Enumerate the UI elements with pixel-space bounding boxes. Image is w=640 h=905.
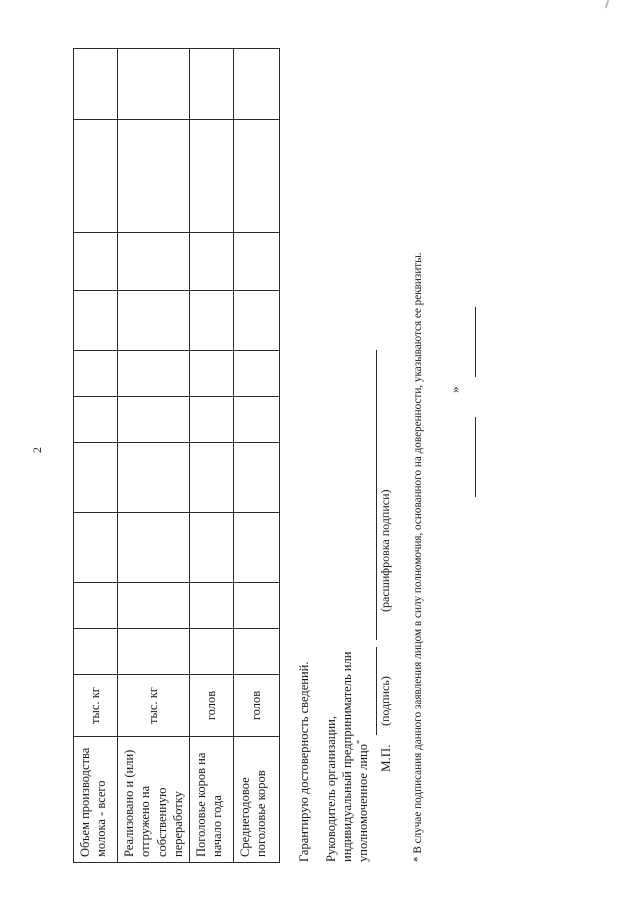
row-label: Реализовано и (или) отгружено на собственную переработку [118,737,190,863]
empty-cell[interactable] [234,583,280,629]
signer-line-3 [355,652,372,862]
row-label: Поголовье коров на начало года [190,737,234,863]
empty-cell[interactable] [234,397,280,443]
empty-cell[interactable] [118,351,190,397]
footnote: * В случае подписания данного заявления лицом в силу полномочия, основанного на доверенности, указываются ее реквизиты. [412,252,424,862]
stamp-label: М.П. [378,744,393,772]
empty-cell[interactable] [234,351,280,397]
empty-cell[interactable] [74,629,118,675]
empty-cell[interactable] [118,233,190,291]
empty-cell[interactable] [234,233,280,291]
empty-cell[interactable] [74,233,118,291]
empty-cell[interactable] [234,49,280,120]
signer-block [324,652,372,862]
row-label: Среднегодовое поголовье коров [234,737,280,863]
empty-cell[interactable] [234,291,280,351]
empty-cell[interactable] [190,513,234,583]
date-line-month[interactable] [475,417,476,497]
empty-cell[interactable] [190,49,234,120]
signer-line-1: Руководитель организации, [324,716,338,862]
empty-cell[interactable] [118,291,190,351]
empty-cell[interactable] [74,583,118,629]
signature-caption: (подпись) [378,676,392,726]
empty-cell[interactable] [74,443,118,513]
table-row [190,49,234,863]
livestock-data-table [73,48,280,863]
empty-cell[interactable] [190,291,234,351]
empty-cell[interactable] [74,291,118,351]
empty-cell[interactable] [118,583,190,629]
empty-cell[interactable] [118,120,190,233]
empty-cell[interactable] [190,583,234,629]
row-label: Объем производства молока - всего [74,737,118,863]
footnote-mark: * [355,740,365,745]
empty-cell[interactable] [74,513,118,583]
empty-cell[interactable] [190,233,234,291]
empty-cell[interactable] [234,120,280,233]
date-line-day[interactable] [475,307,476,377]
row-unit: голов [190,675,234,737]
empty-cell[interactable] [234,629,280,675]
page-number: 2 [30,447,44,453]
signature-line[interactable] [376,647,377,735]
empty-cell[interactable] [234,513,280,583]
row-unit: тыс. кг [74,675,118,737]
empty-cell[interactable] [190,351,234,397]
table-row [234,49,280,863]
row-unit: тыс. кг [118,675,190,737]
empty-cell[interactable] [118,49,190,120]
table-row [118,49,190,863]
empty-cell[interactable] [190,120,234,233]
table-row [74,49,118,863]
empty-cell[interactable] [190,443,234,513]
empty-cell[interactable] [74,351,118,397]
decoding-caption: (расшифровка подписи) [378,489,392,612]
empty-cell[interactable] [118,629,190,675]
empty-cell[interactable] [74,49,118,120]
guarantee-statement: Гарантирую достоверность сведений. [297,661,311,862]
date-quote: » [447,386,462,393]
row-unit: голов [234,675,280,737]
empty-cell[interactable] [190,397,234,443]
signer-line-3-text: уполномоченное лицо [356,744,371,862]
empty-cell[interactable] [118,397,190,443]
empty-cell[interactable] [74,120,118,233]
empty-cell[interactable] [190,629,234,675]
empty-cell[interactable] [118,513,190,583]
empty-cell[interactable] [234,443,280,513]
decoding-line[interactable] [376,350,377,640]
empty-cell[interactable] [118,443,190,513]
empty-cell[interactable] [74,397,118,443]
signer-line-2: индивидуальный предприниматель или [339,651,354,862]
